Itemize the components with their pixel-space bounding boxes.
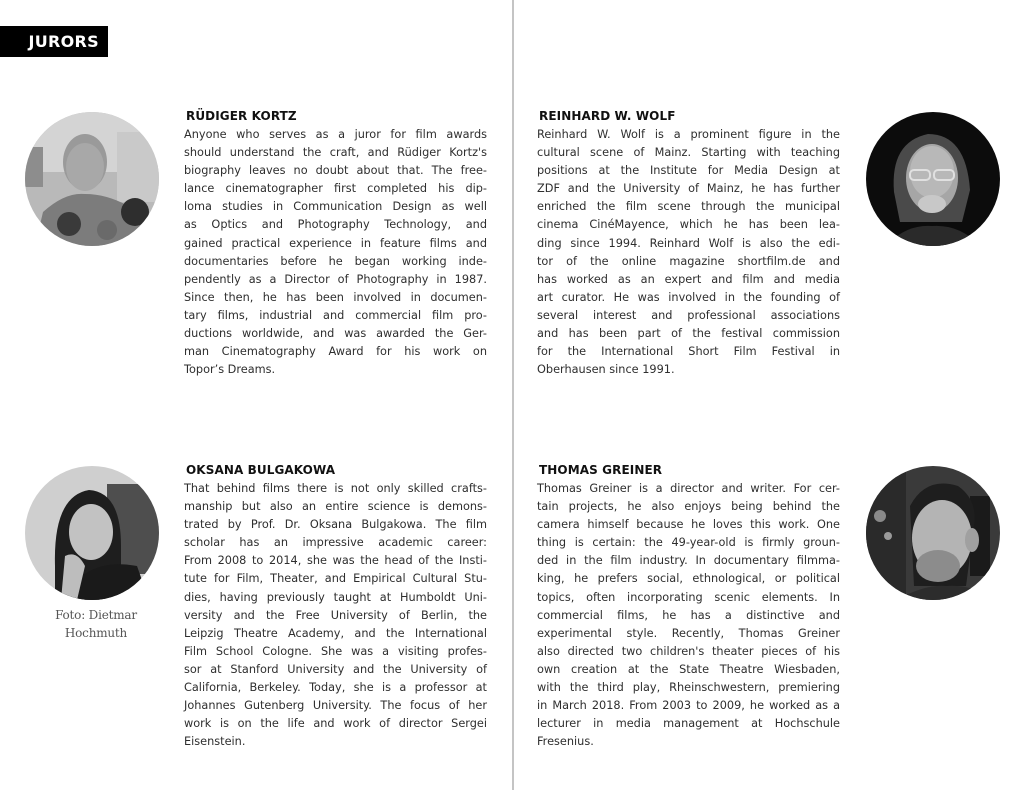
bio-line: lecturer in media management at Hochschule: [537, 717, 840, 731]
bio-line: loma studies in Communication Design as well: [184, 200, 487, 214]
bio-line: camera himself because he loves this work. One: [537, 518, 840, 532]
bio-line: documentaries before he began working inde-: [184, 254, 487, 268]
photo-credit-line: Hochmuth: [64, 626, 128, 640]
bio-line: Topor’s Dreams.: [184, 363, 276, 377]
bio-line: Fresenius.: [537, 735, 594, 749]
bio-line: sor at Stanford University and the University of: [184, 662, 487, 676]
bio-line: Anyone who serves as a juror for film awards: [184, 128, 487, 141]
juror-card-bulgakowa: [184, 462, 487, 751]
portrait-photo-icon: [25, 466, 159, 600]
bio-line: and has been part of the festival commission: [537, 327, 840, 341]
juror-bio: [184, 480, 487, 751]
section-title: JURORS: [0, 26, 108, 57]
bio-line: gained practical experience in feature films and: [184, 236, 487, 250]
bio-line: trated by Prof. Dr. Oksana Bulgakowa. The film: [184, 518, 487, 532]
bio-line: Film School Cologne. She was a visiting profes-: [184, 644, 487, 658]
bio-line: California, Berkeley. Today, she is a professor at: [184, 681, 487, 695]
juror-photo-kortz: [25, 112, 159, 246]
bio-line: with the third play, Rheinschwestern, premiering: [537, 681, 840, 695]
bio-line: Leipzig Theatre Academy, and the International: [184, 626, 487, 640]
juror-photo-bulgakowa: [25, 466, 159, 600]
juror-name: RÜDIGER KORTZ: [186, 109, 297, 123]
bio-line: for the International Short Film Festival in: [537, 345, 840, 359]
juror-bio: [537, 480, 840, 751]
bio-line: Eisenstein.: [184, 735, 246, 749]
bio-line: lance cinematographer first completed his dip-: [184, 182, 487, 196]
juror-photo-greiner: [866, 466, 1000, 600]
bio-line: pendently as a Director of Photography in 1987.: [184, 272, 487, 286]
bio-line: topics, often incorporating scenic elements. In: [537, 590, 840, 604]
column-divider: [512, 0, 514, 790]
bio-line: ding since 1994. Reinhard Wolf is also the edi-: [537, 236, 840, 250]
bio-line: tor of the online magazine shortfilm.de and: [537, 254, 840, 268]
bio-line: ZDF and the University of Mainz, he has further: [537, 182, 840, 196]
bio-line: manship but also an entire science is demons-: [184, 500, 487, 514]
portrait-photo-icon: [25, 112, 159, 246]
bio-line: tary films, industrial and commercial film pro-: [184, 308, 487, 322]
bio-line: king, he prefers social, ethnological, or political: [537, 572, 840, 586]
bio-line: dies, having previously taught at Humboldt Uni-: [184, 590, 487, 604]
bio-line: Since then, he has been involved in documen-: [184, 290, 487, 304]
bio-line: has worked as an expert and film and media: [537, 272, 840, 286]
juror-bio: [184, 126, 487, 379]
bio-line: Reinhard W. Wolf is a prominent figure in the: [537, 128, 840, 141]
bio-line: art curator. He was involved in the founding of: [537, 290, 840, 304]
bio-line: Oberhausen since 1991.: [537, 363, 675, 377]
juror-name: THOMAS GREINER: [539, 463, 663, 477]
bio-line: also directed two children's theater pieces of his: [537, 644, 840, 658]
juror-name: REINHARD W. WOLF: [539, 109, 676, 123]
bio-line: should understand the craft, and Rüdiger Kortz's: [184, 146, 487, 160]
bio-line: positions at the Institute for Media Design at: [537, 164, 840, 178]
juror-photo-wolf: [866, 112, 1000, 246]
portrait-photo-icon: [866, 112, 1000, 246]
bio-line: in March 2018. From 2003 to 2009, he worked as a: [537, 699, 840, 713]
bio-line: as Optics and Photography Technology, and: [184, 218, 487, 232]
bio-line: man Cinematography Award for his work on: [184, 345, 487, 359]
bio-line: That behind films there is not only skilled crafts-: [184, 482, 487, 495]
juror-card-greiner: [537, 462, 840, 751]
bio-line: ductions worldwide, and was awarded the Ger-: [184, 327, 487, 341]
bio-line: scholar has an impressive academic career:: [184, 536, 487, 550]
bio-line: versity and the Free University of Berlin, the: [184, 608, 487, 622]
bio-line: experimental style. Recently, Thomas Greiner: [537, 626, 840, 640]
bio-line: cultural scene of Mainz. Starting with teaching: [537, 146, 840, 160]
bio-line: cinema CinéMayence, which he has been lea-: [537, 218, 840, 232]
bio-line: tain projects, he also enjoys being behind the: [537, 500, 840, 514]
bio-line: Thomas Greiner is a director and writer. For cer-: [537, 482, 840, 495]
bio-line: commercial films, he has a distinctive and: [537, 608, 840, 622]
portrait-photo-icon: [866, 466, 1000, 600]
juror-card-kortz: [184, 108, 487, 379]
photo-credit: [30, 606, 162, 642]
bio-line: tute for Film, Theater, and Empirical Cultural Stu-: [184, 572, 487, 586]
bio-line: biography leaves no doubt about that. The free-: [184, 164, 487, 178]
photo-credit-line: Foto: Dietmar: [55, 608, 137, 622]
bio-line: thing is certain: the 49-year-old is firmly groun-: [537, 536, 840, 550]
juror-name: OKSANA BULGAKOWA: [186, 463, 336, 477]
bio-line: several interest and professional associations: [537, 308, 840, 322]
bio-line: ded in the film industry. In documentary filmma-: [537, 554, 840, 568]
bio-line: From 2008 to 2014, she was the head of the Insti-: [184, 554, 487, 568]
juror-bio: [537, 126, 840, 379]
bio-line: enriched the film scene through the municipal: [537, 200, 840, 214]
bio-line: Johannes Gutenberg University. The focus of her: [184, 699, 487, 713]
juror-card-wolf: [537, 108, 840, 379]
bio-line: own creation at the State Theatre Wiesbaden,: [537, 662, 840, 676]
bio-line: work is on the life and work of director Sergei: [184, 717, 487, 731]
